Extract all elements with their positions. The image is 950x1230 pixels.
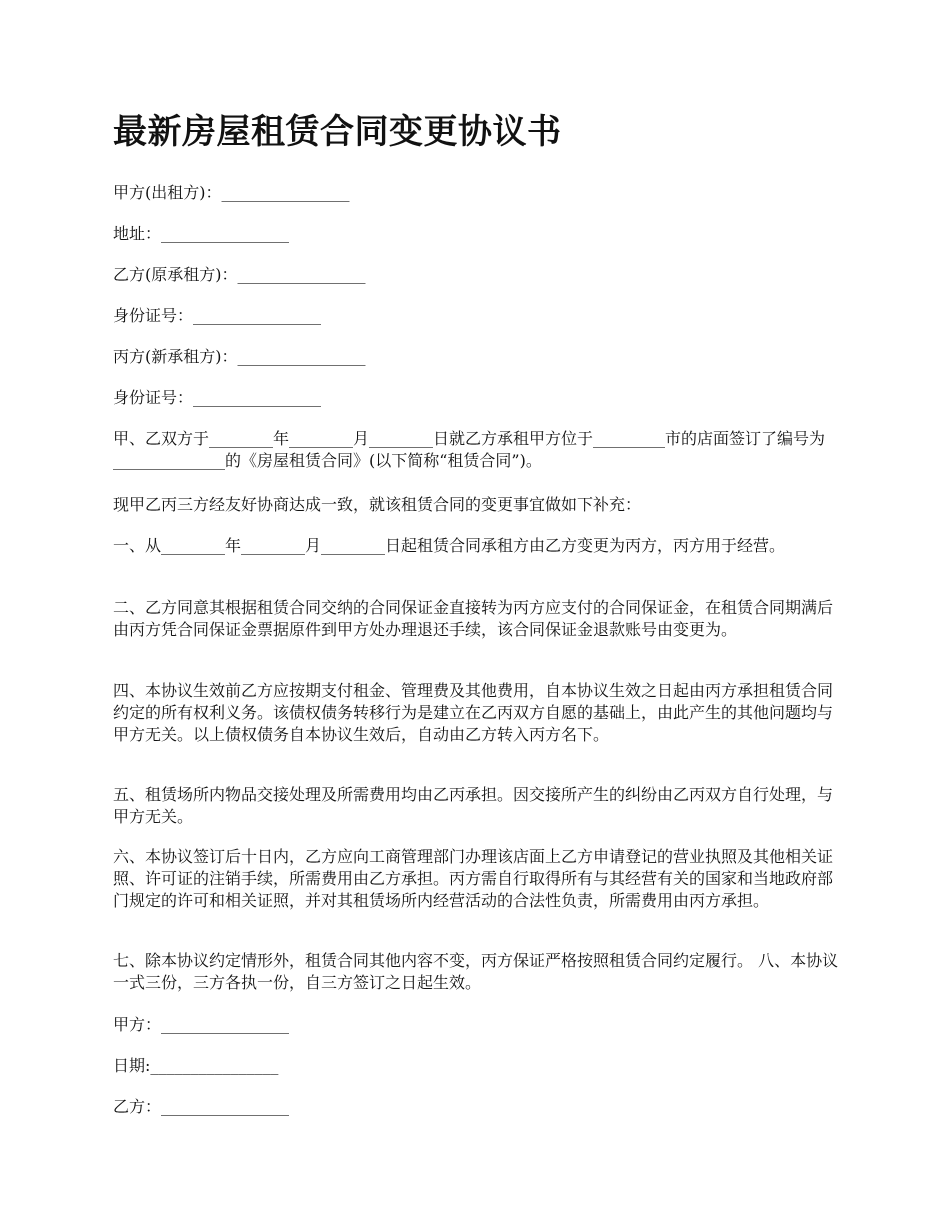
lessor-field: 甲方(出租方)：________________ <box>113 183 350 202</box>
original-lessee-field: 乙方(原承租方)：________________ <box>113 265 366 284</box>
id-number-field-b: 身份证号：________________ <box>113 306 322 325</box>
address-field: 地址：________________ <box>113 224 290 243</box>
clause-2: 二、乙方同意其根据租赁合同交纳的合同保证金直接转为丙方应支付的合同保证金，在租赁合同期满后由丙方凭合同保证金票据原件到甲方处办理退还手续，该合同保证金退款账号由变更为。 <box>113 598 834 639</box>
new-lessee-field: 丙方(新承租方)：________________ <box>113 347 366 366</box>
clause-4: 四、本协议生效前乙方应按期支付租金、管理费及其他费用，自本协议生效之日起由丙方承担租赁合同约定的所有权利义务。该债权债务转移行为是建立在乙丙双方自愿的基础上，由此产生的其他问题均与甲方无关。以上债权债务自本协议生效后，自动由乙方转入丙方名下。 <box>113 681 834 744</box>
party-a-signature-field: 甲方：________________ <box>113 1015 290 1034</box>
date-field: 日期:________________ <box>113 1056 279 1075</box>
id-number-field-c: 身份证号：________________ <box>113 388 322 407</box>
document-title: 最新房屋租赁合同变更协议书 <box>113 112 562 152</box>
clause-1: 一、从________年________月________日起租赁合同承租方由乙方变更为丙方，丙方用于经营。 <box>113 536 786 555</box>
clause-6: 六、本协议签订后十日内，乙方应向工商管理部门办理该店面上乙方申请登记的营业执照及其他相关证照、许可证的注销手续，所需费用由乙方承担。丙方需自行取得所有与其经营有关的国家和当地政府部门规定的许可和相关证照，并对其租赁场所内经营活动的合法性负责，所需费用由丙方承担。 <box>113 847 834 910</box>
clause-5: 五、租赁场所内物品交接处理及所需费用均由乙丙承担。因交接所产生的纠纷由乙丙双方自行处理，与甲方无关。 <box>113 785 834 826</box>
contract-reference-paragraph: 甲、乙双方于________年________月________日就乙方承租甲方位于_________市的店面签订了编号为______________的《房屋租赁合同》(以下简称“租赁合同”)。 <box>113 429 826 470</box>
clause-7-8: 七、除本协议约定情形外，租赁合同其他内容不变，丙方保证严格按照租赁合同约定履行。 八、本协议一式三份，三方各执一份，自三方签订之日起生效。 <box>113 951 839 992</box>
party-b-signature-field: 乙方：________________ <box>113 1097 290 1116</box>
negotiation-paragraph: 现甲乙丙三方经友好协商达成一致，就该租赁合同的变更事宜做如下补充： <box>113 495 642 514</box>
